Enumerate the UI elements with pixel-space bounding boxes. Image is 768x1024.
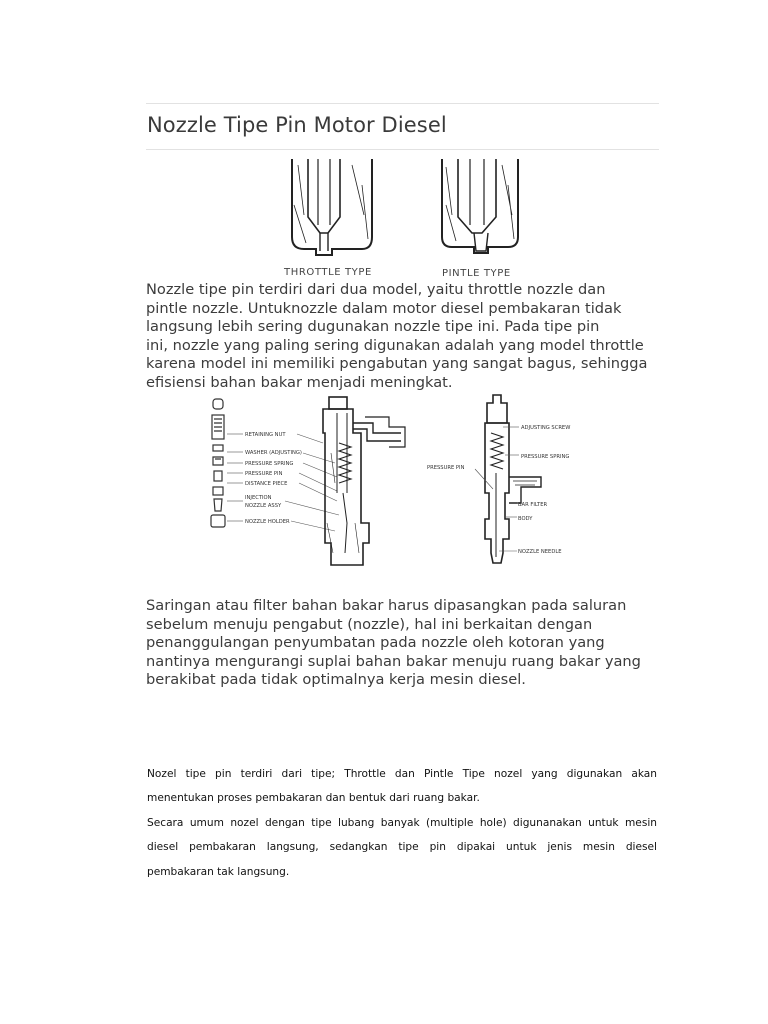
document-text-block [147, 762, 657, 884]
label-nozzle-needle: NOZZLE NEEDLE [518, 549, 562, 555]
throttle-type-drawing [292, 159, 372, 255]
caption-pintle-type: PINTLE TYPE [442, 268, 511, 279]
assembled-holder-drawing [323, 397, 405, 565]
paragraph-fuel-filter [146, 597, 666, 690]
paragraph-line: pintle nozzle. Untuknozzle dalam motor diesel pembakaran tidak [146, 299, 622, 317]
document-text-line: menentukan proses pembakaran dan bentuk dari ruang bakar. [147, 792, 480, 805]
label-right-pressure-spring: PRESSURE SPRING [521, 454, 570, 460]
paragraph-line: ini, nozzle yang paling sering digunakan adalah yang model throttle [146, 336, 644, 354]
label-right-pressure-pin: PRESSURE PIN [427, 465, 465, 471]
document-text-line: pembakaran tak langsung. [147, 865, 290, 878]
paragraph-line: efisiensi bahan bakar menjadi meningkat. [146, 373, 453, 391]
label-pressure-pin: PRESSURE PIN [245, 471, 283, 477]
document-text-line: Nozel tipe pin terdiri dari tipe; Throttle dan Pintle Tipe nozel yang digunakan akan [147, 768, 657, 780]
label-nozzle-holder: NOZZLE HOLDER [245, 519, 290, 525]
exploded-parts-drawing [211, 399, 225, 527]
paragraph-line: sebelum menuju pengabut (nozzle), hal ini berkaitan dengan [146, 615, 593, 633]
label-retaining-nut: RETAINING NUT [245, 432, 286, 438]
paragraph-line: karena model ini memiliki pengabutan yang sangat bagus, sehingga [146, 355, 648, 373]
paragraph-line: berakibat pada tidak optimalnya kerja mesin diesel. [146, 671, 526, 689]
label-adjusting-screw: ADJUSTING SCREW [521, 425, 571, 431]
document-text-line: diesel pembakaran langsung, sedangkan tipe pin dipakai untuk jenis mesin diesel [147, 841, 657, 854]
article-title: Nozzle Tipe Pin Motor Diesel [147, 113, 447, 137]
paragraph-line: Saringan atau filter bahan bakar harus dipasangkan pada saluran [146, 597, 627, 614]
label-pressure-spring: PRESSURE SPRING [245, 461, 294, 467]
title-top-divider [146, 103, 659, 104]
label-nozzle-assy: NOZZLE ASSY [245, 503, 282, 509]
nozzle-tip-diagram [280, 155, 540, 280]
paragraph-line: Nozzle tipe pin terdiri dari dua model, yaitu throttle nozzle dan [146, 281, 606, 298]
title-bottom-divider [146, 149, 659, 150]
label-body: BODY [518, 516, 533, 522]
paragraph-line: langsung lebih sering dugunakan nozzle tipe ini. Pada tipe pin [146, 318, 600, 336]
pintle-type-drawing [442, 159, 518, 253]
paragraph-line: penanggulangan penyumbatan pada nozzle oleh kotoran yang [146, 634, 605, 652]
label-injection: INJECTION [245, 495, 272, 501]
label-bar-filter: BAR FILTER [518, 502, 548, 508]
paragraph-line: nantinya mengurangi suplai bahan bakar menuju ruang bakar yang [146, 652, 641, 670]
label-washer: WASHER (ADJUSTING) [245, 450, 302, 456]
label-distance-piece: DISTANCE PIECE [245, 481, 288, 487]
pintle-holder-drawing [485, 395, 541, 563]
document-text-line: Secara umum nozel dengan tipe lubang banyak (multiple hole) digunanakan untuk mesin [147, 816, 657, 829]
caption-throttle-type: THROTTLE TYPE [284, 267, 372, 278]
paragraph-nozzle-types [146, 281, 666, 393]
pintle-leader-lines [475, 427, 521, 551]
nozzle-holder-diagram [205, 393, 600, 573]
